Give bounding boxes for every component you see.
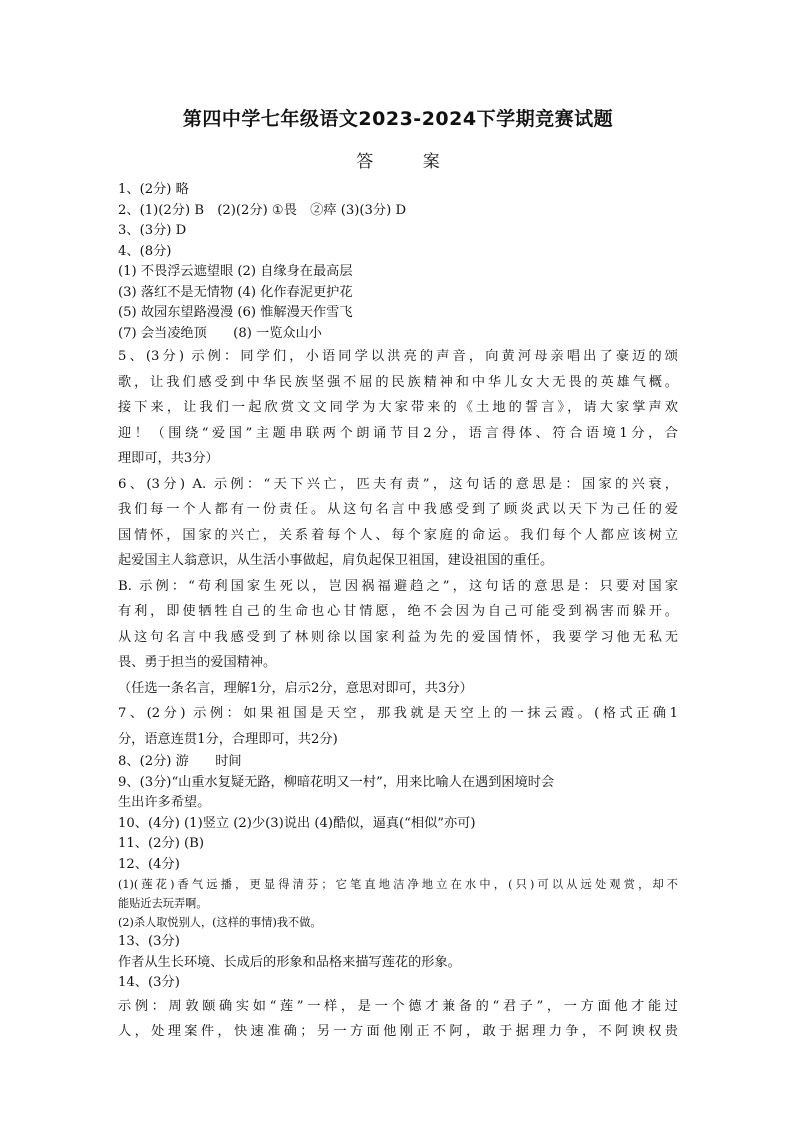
answer-5-line: 接下来，让我们一起欣赏文文同学为大家带来的《土地的誓言》，请大家掌声欢: [118, 400, 678, 415]
answer-2: 2、(1)(2分) B (2)(2分) ①畏 ②瘁 (3)(3分) D: [118, 202, 407, 218]
answer-5-line: 歌，让我们感受到中华民族坚强不屈的民族精神和中华儿女大无畏的英雄气概。: [118, 374, 678, 390]
answer-8: 8、(2分) 游 时间: [118, 754, 242, 769]
answer-10: 10、(4分) (1)竖立 (2)少(3)说出 (4)酷似，逼真(“相似”亦可): [118, 815, 476, 831]
answer-12-line: (2)杀人取悦别人，(这样的事情)我不做。: [118, 916, 322, 929]
answer-4-heading: 4、(8分): [118, 243, 172, 259]
answer-1: 1、(2分) 略: [118, 182, 189, 197]
answer-7-line: 7、(2分) 示例：如果祖国是天空，那我就是天空上的一抹云霞。(格式正确1: [118, 706, 678, 721]
page-title: 第四中学七年级语文2023-2024下学期竞赛试题: [182, 108, 614, 130]
answer-4-line: (5) 故园东望路漫漫 (6) 惟解漫天作雪飞: [118, 305, 353, 320]
answer-12-heading: 12、(4分): [118, 856, 180, 872]
answer-5-line: 理即可，共3分）: [118, 451, 219, 466]
answer-4-line: (3) 落红不是无情物 (4) 化作春泥更护花: [118, 284, 353, 300]
answer-12-line: (1)(莲花)香气远播，更显得清芬；它笔直地洁净地立在水中，(只)可以从远处观赏，却不: [118, 878, 678, 891]
answer-6-line: 从这句名言中我感受到了林则徐以国家利益为先的爱国情怀，我要学习他无私无: [118, 629, 678, 645]
answer-13-heading: 13、(3分): [118, 934, 180, 949]
page-subtitle: 答 案: [356, 152, 462, 172]
answer-6-line: 起爱国主人翁意识，从生活小事做起，肩负起保卫祖国，建设祖国的重任。: [118, 553, 554, 568]
answer-6-line: 畏、勇于担当的爱国精神。: [118, 655, 277, 670]
answer-14-heading: 14、(3分): [118, 975, 180, 990]
answer-6-line: 我们每一个人都有一份责任。从这句名言中我感受到了顾炎武以天下为己任的爱: [118, 502, 678, 517]
answer-6-line: 6、(3分) A. 示例：“天下兴亡，匹夫有责”，这句话的意思是：国家的兴衰，: [118, 476, 678, 492]
answer-9-line: 生出许多希望。: [118, 795, 211, 810]
answer-9-line: 9、(3分)“山重水复疑无路，柳暗花明又一村”，用来比喻人在遇到困境时会: [118, 774, 555, 790]
answer-6-line: 有利，即使牺牲自己的生命也心甘情愿，绝不会因为自己可能受到祸害而躲开。: [118, 604, 678, 619]
answer-11: 11、(2分) (B): [118, 836, 205, 851]
answer-12-line: 能贴近去玩弄啊。: [118, 897, 208, 910]
answer-14-line: 人，处理案件，快速准确；另一方面他刚正不阿，敢于据理力争，不阿谀权贵: [118, 1024, 678, 1039]
answer-4-line: (7) 会当凌绝顶 (8) 一览众山小: [118, 325, 322, 341]
answer-5-line: 迎！（围绕“爱国”主题串联两个朗诵节目2分，语言得体、符合语境1分，合: [118, 425, 678, 441]
answer-7-line: 分，语意连贯1分，合理即可，共2分): [118, 731, 338, 747]
answer-4-line: (1) 不畏浮云遮望眼 (2) 自缘身在最高层: [118, 264, 353, 279]
answer-body: [118, 180, 678, 1045]
answer-3: 3、(3分) D: [118, 223, 187, 238]
answer-5-line: 5、(3分) 示例：同学们，小语同学以洪亮的声音，向黄河母亲唱出了豪迈的颂: [118, 349, 678, 364]
answer-6-line: （任选一条名言，理解1分，启示2分，意思对即可，共3分）: [118, 680, 473, 696]
answer-6-line: B. 示例：“苟利国家生死以，岂因祸福避趋之”，这句话的意思是：只要对国家: [118, 578, 678, 594]
answer-6-line: 国情怀，国家的兴亡，关系着每个人、每个家庭的命运。我们每个人都应该树立: [118, 527, 678, 543]
answer-13-line: 作者从生长环境、长成后的形象和品格来描写莲花的形象。: [118, 954, 461, 970]
answer-14-line: 示例：周敦颐确实如“莲”一样，是一个德才兼备的“君子”，一方面他才能过: [118, 998, 678, 1014]
